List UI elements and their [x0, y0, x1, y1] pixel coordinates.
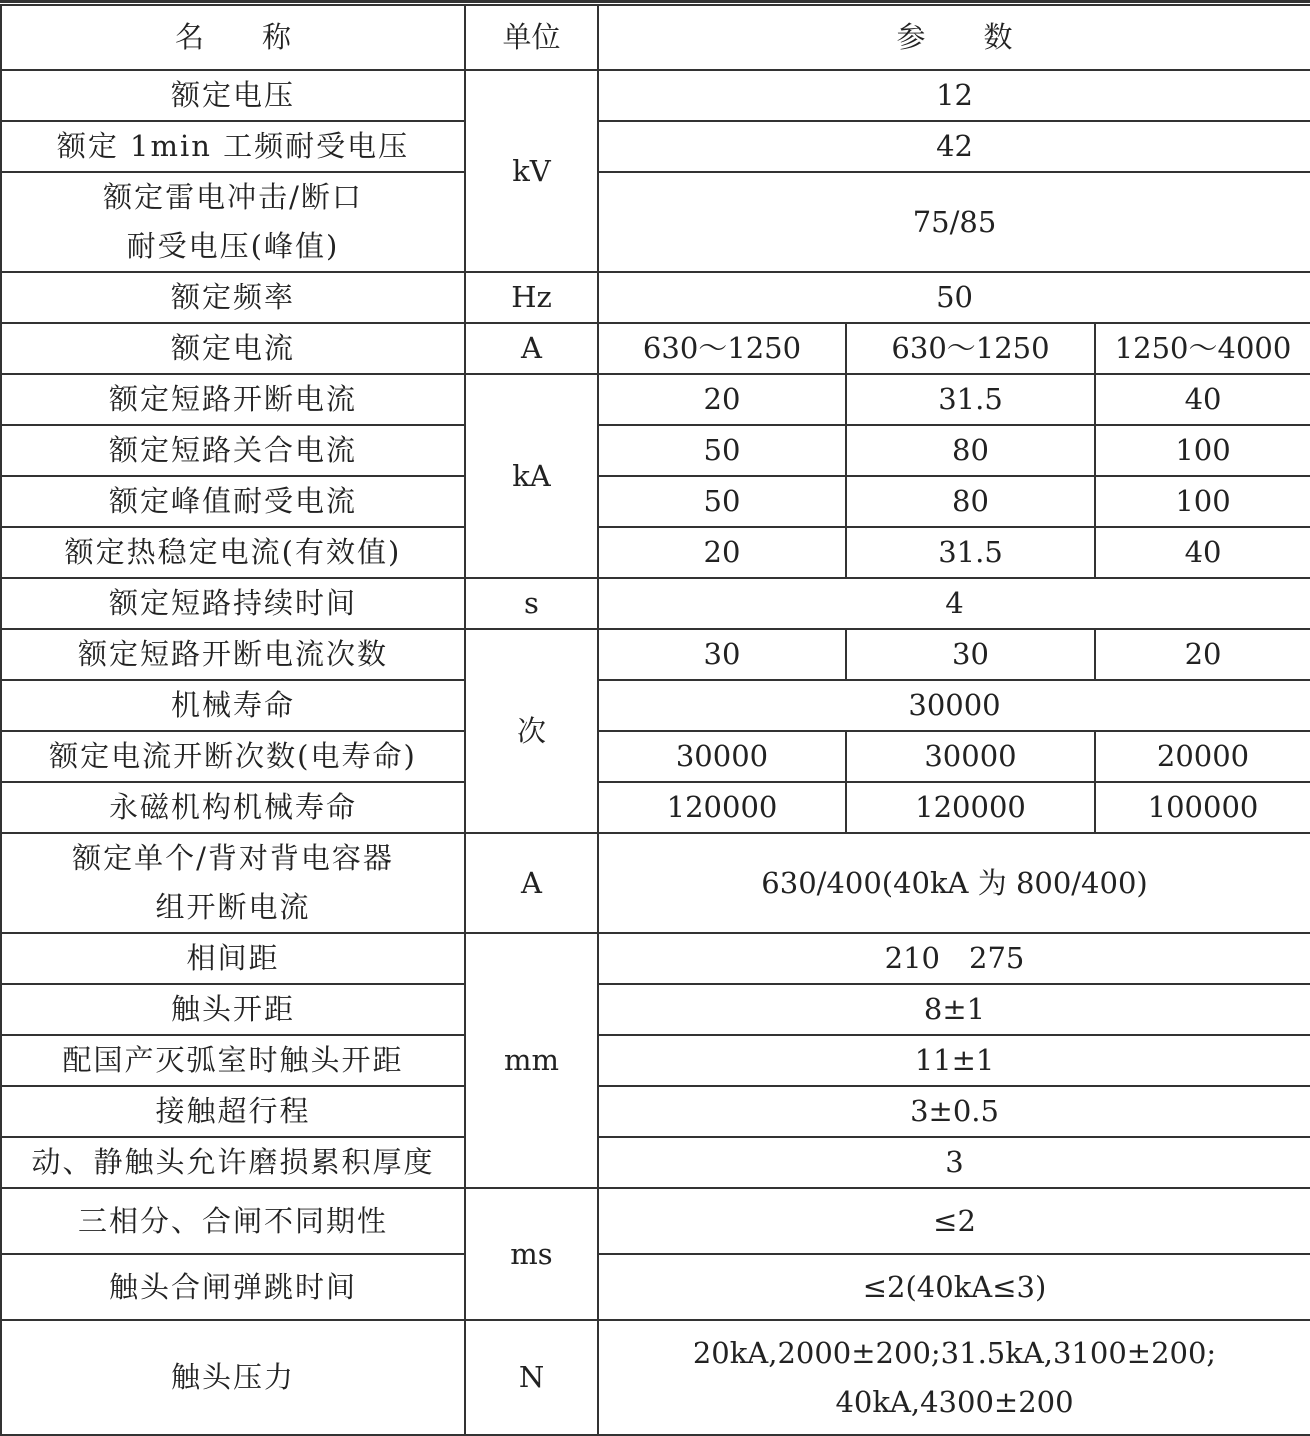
row-name: 额定 1min 工频耐受电压 — [1, 121, 465, 172]
row-value: 50 — [598, 272, 1310, 323]
table-row — [1, 1086, 1310, 1137]
row-name: 额定电流 — [1, 323, 465, 374]
row-name: 配国产灭弧室时触头开距 — [1, 1035, 465, 1086]
row-name: 额定电流开断次数(电寿命) — [1, 731, 465, 782]
table-row — [1, 172, 1310, 272]
row-name-line: 额定雷电冲击/断口 — [103, 180, 363, 214]
row-value: 80 — [846, 425, 1095, 476]
row-value: 100 — [1095, 476, 1310, 527]
row-value: 1250～4000 — [1095, 323, 1310, 374]
row-value: 3±0.5 — [598, 1086, 1310, 1137]
row-value: 12 — [598, 70, 1310, 121]
row-value: 20 — [598, 374, 846, 425]
row-name: 接触超行程 — [1, 1086, 465, 1137]
top-rule — [0, 0, 1310, 3]
row-unit: A — [465, 833, 598, 933]
row-unit: N — [465, 1320, 598, 1435]
row-unit: Hz — [465, 272, 598, 323]
row-value: 11±1 — [598, 1035, 1310, 1086]
table-row — [1, 1320, 1310, 1435]
table-row — [1, 272, 1310, 323]
row-value: 31.5 — [846, 374, 1095, 425]
row-name: 永磁机构机械寿命 — [1, 782, 465, 833]
row-value: 40 — [1095, 374, 1310, 425]
row-name-line: 额定单个/背对背电容器 — [72, 841, 394, 875]
table-row — [1, 1035, 1310, 1086]
row-value: 50 — [598, 425, 846, 476]
table-row — [1, 782, 1310, 833]
table-row — [1, 425, 1310, 476]
row-name — [1, 172, 465, 272]
row-name: 动、静触头允许磨损累积厚度 — [1, 1137, 465, 1188]
row-name: 额定频率 — [1, 272, 465, 323]
row-name: 触头压力 — [1, 1320, 465, 1435]
table-row — [1, 374, 1310, 425]
row-value: 630/400(40kA 为 800/400) — [598, 833, 1310, 933]
row-value: 50 — [598, 476, 846, 527]
row-value: 20 — [598, 527, 846, 578]
row-value: ≤2 — [598, 1188, 1310, 1254]
row-value: 30000 — [846, 731, 1095, 782]
table-row — [1, 578, 1310, 629]
row-name: 额定短路开断电流次数 — [1, 629, 465, 680]
row-value: 120000 — [598, 782, 846, 833]
row-unit: ms — [465, 1188, 598, 1320]
row-value: 30000 — [598, 731, 846, 782]
table-row — [1, 833, 1310, 933]
row-unit: A — [465, 323, 598, 374]
table-row — [1, 680, 1310, 731]
row-value: 4 — [598, 578, 1310, 629]
table-row — [1, 70, 1310, 121]
row-value: 100 — [1095, 425, 1310, 476]
row-value — [598, 1320, 1310, 1435]
header-name: 名 称 — [1, 5, 465, 70]
row-value-line: 40kA,4300±200 — [835, 1384, 1074, 1419]
row-unit: mm — [465, 933, 598, 1188]
table-row — [1, 121, 1310, 172]
row-value: 3 — [598, 1137, 1310, 1188]
row-unit: kV — [465, 70, 598, 272]
row-name: 机械寿命 — [1, 680, 465, 731]
table-row — [1, 527, 1310, 578]
row-name: 额定热稳定电流(有效值) — [1, 527, 465, 578]
table-row — [1, 476, 1310, 527]
row-value: 20000 — [1095, 731, 1310, 782]
row-value: 630～1250 — [846, 323, 1095, 374]
header-param: 参 数 — [598, 5, 1310, 70]
row-value: 80 — [846, 476, 1095, 527]
row-name: 相间距 — [1, 933, 465, 984]
row-value-line: 20kA,2000±200;31.5kA,3100±200; — [692, 1335, 1217, 1370]
row-name: 三相分、合闸不同期性 — [1, 1188, 465, 1254]
row-value: 31.5 — [846, 527, 1095, 578]
row-unit: s — [465, 578, 598, 629]
header-unit: 单位 — [465, 5, 598, 70]
table-row — [1, 933, 1310, 984]
spec-table — [0, 4, 1310, 1436]
row-value: 100000 — [1095, 782, 1310, 833]
table-row — [1, 1188, 1310, 1254]
row-value: 630～1250 — [598, 323, 846, 374]
row-name: 触头合闸弹跳时间 — [1, 1254, 465, 1320]
header-row — [1, 5, 1310, 70]
row-name: 额定短路关合电流 — [1, 425, 465, 476]
row-value: 20 — [1095, 629, 1310, 680]
table-row — [1, 1137, 1310, 1188]
row-name: 额定峰值耐受电流 — [1, 476, 465, 527]
row-name-line: 组开断电流 — [155, 890, 311, 924]
row-unit: 次 — [465, 629, 598, 833]
table-row — [1, 1254, 1310, 1320]
row-value: 30 — [598, 629, 846, 680]
row-value: 210 275 — [598, 933, 1310, 984]
row-value: 30000 — [598, 680, 1310, 731]
row-value: 8±1 — [598, 984, 1310, 1035]
row-name: 额定短路持续时间 — [1, 578, 465, 629]
table-row — [1, 323, 1310, 374]
table-row — [1, 984, 1310, 1035]
row-unit: kA — [465, 374, 598, 578]
row-value: 30 — [846, 629, 1095, 680]
row-name — [1, 833, 465, 933]
row-value: ≤2(40kA≤3) — [598, 1254, 1310, 1320]
row-value: 75/85 — [598, 172, 1310, 272]
row-value: 120000 — [846, 782, 1095, 833]
row-name: 额定短路开断电流 — [1, 374, 465, 425]
row-value: 42 — [598, 121, 1310, 172]
table-row — [1, 629, 1310, 680]
row-name: 额定电压 — [1, 70, 465, 121]
row-name: 触头开距 — [1, 984, 465, 1035]
table-row — [1, 731, 1310, 782]
row-name-line: 耐受电压(峰值) — [126, 229, 340, 263]
row-value: 40 — [1095, 527, 1310, 578]
